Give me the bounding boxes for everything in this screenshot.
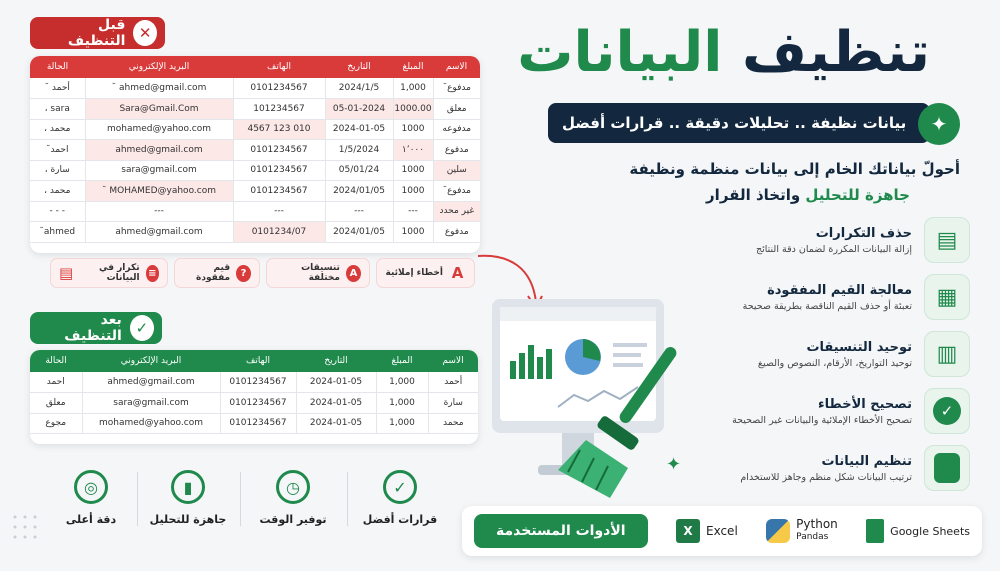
- table-row: [30, 393, 478, 414]
- table-cell: 05-01-2024: [325, 99, 393, 120]
- table-cell: محمد ،: [30, 119, 85, 140]
- column-header: التاريخ: [296, 350, 376, 372]
- documents-icon: ▤: [924, 217, 970, 263]
- table-cell: 010 123 4567: [233, 119, 325, 140]
- column-header: التاريخ: [325, 56, 393, 78]
- question-icon: ?: [236, 265, 251, 282]
- table-cell: 0101234567: [220, 413, 296, 434]
- feature-missing-values: ▦ معالجة القيم المفقودة تعبئة أو حذف القيم الناقصة بطريقة صحيحة: [670, 272, 970, 322]
- issue-missing: ? قيم مفقودة: [174, 258, 260, 288]
- table-cell: 1,000: [376, 372, 428, 393]
- tool-excel: X Excel: [676, 519, 738, 543]
- document-icon: ▤: [59, 264, 74, 282]
- tagline: أحولّ بياناتك الخام إلى بيانات منظمة ونظيفة جاهزة للتحليل واتخاذ القرار: [629, 160, 960, 204]
- page-title: [510, 20, 930, 85]
- table-cell: 2024-01-05: [296, 413, 376, 434]
- table-cell: 2024/01/05: [325, 222, 393, 243]
- table-cell: سارة ،: [30, 160, 85, 181]
- table-cell: 0101234567: [233, 181, 325, 202]
- table-cell: ahmed@gmail.com: [85, 222, 233, 243]
- after-cleaning-label: بعد التنظيف: [64, 312, 122, 344]
- before-table-card: [30, 56, 480, 253]
- table-cell: ---: [85, 201, 233, 222]
- table-cell: مدفوع: [433, 140, 480, 161]
- data-issues-row: [40, 258, 475, 288]
- table-cell: احمد: [30, 372, 82, 393]
- table-row: [30, 222, 480, 243]
- table-row: [30, 78, 480, 99]
- table-cell: مدفوع˘: [433, 181, 480, 202]
- letter-a-icon: A: [451, 264, 464, 282]
- check-icon: ✓: [924, 388, 970, 434]
- table-cell: مدفوع˘: [433, 78, 480, 99]
- issue-spelling: A أخطاء إملائية: [376, 258, 475, 288]
- bar-chart-icon: ▮: [171, 470, 205, 504]
- google-sheets-icon: [866, 519, 884, 543]
- table-cell: مدفوع: [433, 222, 480, 243]
- column-header: الحالة: [30, 350, 82, 372]
- benefit-ready-analysis: ▮ جاهزة للتحليل: [143, 470, 233, 526]
- table-row: [30, 119, 480, 140]
- table-cell: معلق: [30, 393, 82, 414]
- table-cell: ahmed@gmail.com: [82, 372, 220, 393]
- table-cell: Sara@Gmail.Com: [85, 99, 233, 120]
- table-row: [30, 181, 480, 202]
- table-row: [30, 140, 480, 161]
- table-cell: 1000.00: [393, 99, 433, 120]
- tool-python: Python Pandas: [766, 518, 838, 544]
- excel-icon: X: [676, 519, 700, 543]
- table-cell: sara@gmail.com: [82, 393, 220, 414]
- table-cell: 101234567: [233, 99, 325, 120]
- tools-label: الأدوات المستخدمة: [474, 514, 648, 548]
- table-cell: محمد: [428, 413, 478, 434]
- table-cell: ---: [233, 201, 325, 222]
- table-cell: مجوع: [30, 413, 82, 434]
- table-cell: ahmed@gmail.com ˘: [85, 78, 233, 99]
- table-cell: 0101234567: [220, 372, 296, 393]
- table-cell: 0101234567: [233, 160, 325, 181]
- table-cell: أحمد: [428, 372, 478, 393]
- table-search-icon: ▦: [924, 274, 970, 320]
- feature-fix-errors: ✓ تصحيح الأخطاء تصحيح الأخطاء الإملائية والبيانات غير الصحيحة: [670, 386, 970, 436]
- table-cell: MOHAMED@yahoo.com ˘: [85, 181, 233, 202]
- table-row: [30, 413, 478, 434]
- column-header: البريد الإلكتروني: [85, 56, 233, 78]
- column-header: المبلغ: [376, 350, 428, 372]
- table-cell: 0101234/07: [233, 222, 325, 243]
- table-row: [30, 160, 480, 181]
- target-icon: ◎: [74, 470, 108, 504]
- before-cleaning-badge: [30, 17, 165, 49]
- column-header: الحالة: [30, 56, 85, 78]
- table-cell: أحمد ˘: [30, 78, 85, 99]
- issue-formats: A تنسيقات مختلفة: [266, 258, 370, 288]
- close-icon: ✕: [133, 20, 157, 46]
- feature-organize-data: تنظيم البيانات ترتيب البيانات شكل منظم وجاهز للاستخدام: [670, 443, 970, 493]
- table-cell: احمد˘: [30, 140, 85, 161]
- benefit-better-decisions: ✓ قرارات أفضل: [355, 470, 445, 526]
- table-row: [30, 201, 480, 222]
- table-row: [30, 99, 480, 120]
- column-header: الهاتف: [233, 56, 325, 78]
- table-cell: 2024-01-05: [325, 119, 393, 140]
- table-cell: 2024/01/05: [325, 181, 393, 202]
- table-cell: معلق: [433, 99, 480, 120]
- table-cell: 1000: [393, 181, 433, 202]
- benefit-save-time: ◷ توفير الوقت: [248, 470, 338, 526]
- before-cleaning-label: قبل التنظيف: [67, 17, 126, 49]
- column-header: المبلغ: [393, 56, 433, 78]
- tool-google-sheets: Google Sheets: [866, 519, 970, 543]
- database-icon: ≡: [146, 265, 159, 282]
- calendar-icon: ▥: [924, 331, 970, 377]
- table-cell: 0101234567: [220, 393, 296, 414]
- python-icon: [766, 519, 790, 543]
- table-cell: 1,000: [376, 393, 428, 414]
- table-cell: محمد ،: [30, 181, 85, 202]
- column-header: الاسم: [433, 56, 480, 78]
- table-cell: 05/01/24: [325, 160, 393, 181]
- check-icon: ✓: [130, 315, 154, 341]
- clock-icon: ◷: [276, 470, 310, 504]
- table-cell: mohamed@yahoo.com: [82, 413, 220, 434]
- table-cell: 1/5/2024: [325, 140, 393, 161]
- table-cell: 1000: [393, 160, 433, 181]
- issue-duplicates: ≡ تكرار في البيانات ▤: [50, 258, 168, 288]
- table-cell: 2024-01-05: [296, 372, 376, 393]
- table-cell: 1,000: [376, 413, 428, 434]
- table-cell: 1000: [393, 119, 433, 140]
- table-cell: ١٬٠٠٠: [393, 140, 433, 161]
- after-cleaning-badge: [30, 312, 162, 344]
- tools-bar: [462, 506, 982, 556]
- check-circle-icon: ✓: [383, 470, 417, 504]
- feature-remove-duplicates: ▤ حذف التكرارات إزالة البيانات المكررة لضمان دقة النتائج: [670, 215, 970, 265]
- database-icon: [924, 445, 970, 491]
- table-cell: سلين: [433, 160, 480, 181]
- table-cell: mohamed@yahoo.com: [85, 119, 233, 140]
- dots-decoration: [10, 512, 50, 552]
- table-cell: ---: [325, 201, 393, 222]
- table-cell: 2024-01-05: [296, 393, 376, 414]
- table-cell: سارة: [428, 393, 478, 414]
- table-cell: ---: [393, 201, 433, 222]
- column-header: الهاتف: [220, 350, 296, 372]
- title-part2: البيانات: [517, 20, 723, 85]
- after-table: [30, 350, 478, 434]
- table-cell: 0101234567: [233, 78, 325, 99]
- table-cell: ahmed@gmail.com: [85, 140, 233, 161]
- after-table-card: [30, 350, 478, 444]
- column-header: البريد الإلكتروني: [82, 350, 220, 372]
- table-cell: ahmed˘: [30, 222, 85, 243]
- svg-text:✦: ✦: [666, 454, 682, 475]
- column-header: الاسم: [428, 350, 478, 372]
- table-cell: 1000: [393, 222, 433, 243]
- table-cell: sara@gmail.com: [85, 160, 233, 181]
- table-cell: - - -: [30, 201, 85, 222]
- benefit-higher-accuracy: ◎ دقة أعلى: [46, 470, 136, 526]
- table-row: [30, 372, 478, 393]
- table-cell: sara ،: [30, 99, 85, 120]
- table-cell: غير محدد: [433, 201, 480, 222]
- table-cell: 1,000: [393, 78, 433, 99]
- feature-unify-formats: ▥ توحيد التنسيقات توحيد التواريخ، الأرقام، النصوص والصيغ: [670, 329, 970, 379]
- sparkle-icon: ✦: [918, 103, 960, 145]
- title-part1: تنظيف: [742, 20, 930, 85]
- table-cell: 2024/1/5: [325, 78, 393, 99]
- format-icon: A: [346, 265, 361, 282]
- table-cell: 0101234567: [233, 140, 325, 161]
- before-table: [30, 56, 480, 243]
- table-cell: مدفوعه: [433, 119, 480, 140]
- subtitle-bar: بيانات نظيفة .. تحليلات دقيقة .. قرارات أفضل: [548, 103, 930, 143]
